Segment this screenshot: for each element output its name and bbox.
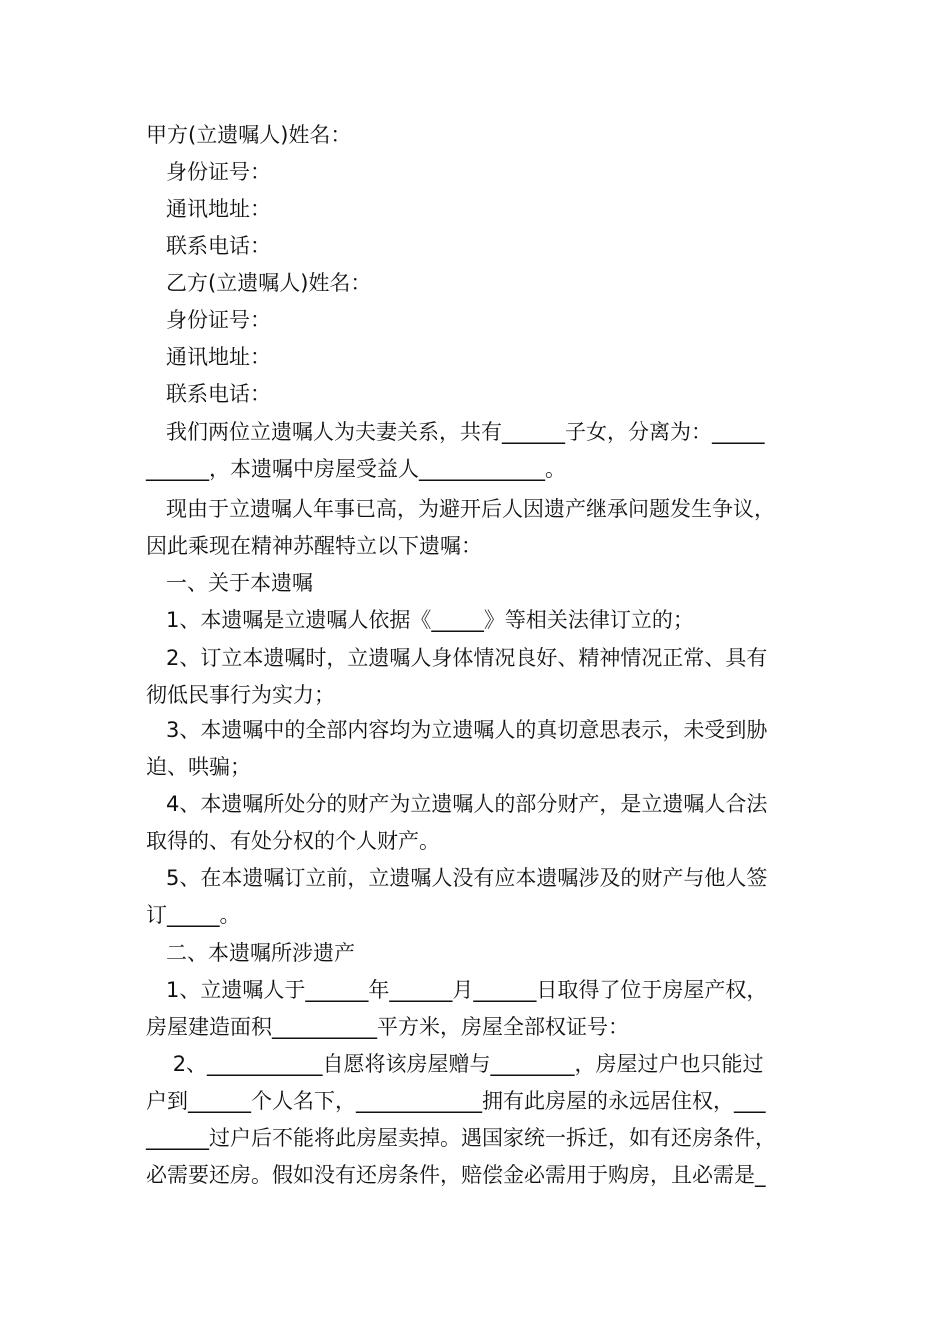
paragraph-line: ______，本遗嘱中房屋受益人____________。 xyxy=(146,457,566,481)
clause-line: 迫、哄骗； xyxy=(146,755,251,779)
party-b-phone-line: 联系电话： xyxy=(146,382,272,406)
party-b-address-line: 通讯地址： xyxy=(146,345,272,369)
clause-line: 2、___________自愿将该房屋赠与________，房屋过户也只能过 xyxy=(146,1052,764,1076)
clause-line: 3、本遗嘱中的全部内容均为立遗嘱人的真切意思表示，未受到胁 xyxy=(146,718,768,742)
clause-line: 5、在本遗嘱订立前，立遗嘱人没有应本遗嘱涉及的财产与他人签 xyxy=(146,866,768,890)
clause-line: ______过户后不能将此房屋卖掉。遇国家统一拆迁，如有还房条件， xyxy=(146,1126,776,1150)
party-a-name-line: 甲方(立遗嘱人)姓名： xyxy=(146,123,352,147)
section-heading-1: 一、关于本遗嘱 xyxy=(146,571,314,595)
clause-line: 彻低民事行为实力； xyxy=(146,683,335,707)
clause-line: 2、订立本遗嘱时，立遗嘱人身体情况良好、精神情况正常、具有 xyxy=(146,646,768,670)
party-a-address-line: 通讯地址： xyxy=(146,197,272,221)
party-a-phone-line: 联系电话： xyxy=(146,234,272,258)
clause-line: 户到______个人名下，____________拥有此房屋的永远居住权，___ xyxy=(146,1089,766,1113)
paragraph-line: 现由于立遗嘱人年事已高，为避开后人因遗产继承问题发生争议， xyxy=(146,497,776,521)
section-heading-2: 二、本遗嘱所涉遗产 xyxy=(146,941,356,965)
clause-line: 订_____。 xyxy=(146,903,241,927)
clause-line: 1、立遗嘱人于______年______月______日取得了位于房屋产权， xyxy=(146,978,768,1002)
party-a-id-line: 身份证号： xyxy=(146,160,272,184)
party-b-name-line: 乙方(立遗嘱人)姓名： xyxy=(146,271,372,295)
paragraph-line: 因此乘现在精神苏醒特立以下遗嘱： xyxy=(146,534,482,558)
clause-line: 4、本遗嘱所处分的财产为立遗嘱人的部分财产，是立遗嘱人合法 xyxy=(146,792,768,816)
clause-line: 1、本遗嘱是立遗嘱人依据《_____》等相关法律订立的； xyxy=(146,608,694,632)
clause-line: 房屋建造面积__________平方米，房屋全部权证号： xyxy=(146,1015,629,1039)
party-b-id-line: 身份证号： xyxy=(146,308,272,332)
clause-line: 取得的、有处分权的个人财产。 xyxy=(146,829,440,853)
paragraph-line: 我们两位立遗嘱人为夫妻关系，共有______子女，分离为：_____ xyxy=(146,420,765,444)
clause-line: 必需要还房。假如没有还房条件，赔偿金必需用于购房，且必需是_ xyxy=(146,1163,766,1187)
